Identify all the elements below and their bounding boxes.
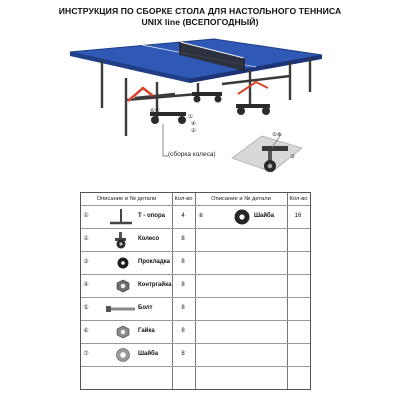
svg-text:③: ③ [290,154,295,160]
part-name: Контргайка [138,282,172,288]
part-qty: 16 [294,213,302,219]
part-number: ① [83,213,89,219]
locknut-icon [115,279,131,293]
parts-table [80,192,311,390]
part-qty: 8 [181,236,185,242]
part-number: ③ [83,259,89,265]
part-name: Т - опора [138,213,165,219]
table-row [81,275,195,297]
gasket-icon [115,256,131,270]
header-right-qty: Кол-во [289,196,308,202]
part-qty: 8 [181,282,185,288]
svg-text:①: ① [188,114,193,120]
part-name: Колесо [138,236,160,242]
bolt-icon [105,304,137,314]
table-row [81,252,195,274]
part-qty: 4 [181,213,185,219]
part-name: Гайка [138,328,155,334]
svg-text:④: ④ [191,121,196,127]
part-name: Прокладка [138,259,171,265]
svg-text:②: ② [191,128,196,134]
header-left-qty: Кол-во [174,196,193,202]
wheel-base-right [236,104,270,115]
part-number: ⑤ [83,305,89,311]
wheel-assembly-caption: (сборка колеса) [168,151,216,158]
part-qty: 8 [181,259,185,265]
table-row [81,206,195,228]
wheel-icon [111,231,133,249]
part-name: Болт [138,305,153,311]
svg-text:⑤⑧: ⑤⑧ [272,132,282,138]
part-name: Шайба [254,213,275,219]
part-number: ④ [83,282,89,288]
t-support-icon [107,208,135,226]
table-illustration [0,0,400,190]
part-name: Шайба [138,351,159,357]
nut-icon [115,325,131,339]
header-left-desc: Описание и № детали [96,196,157,202]
table-row [81,298,195,320]
page-subtitle: UNIX line (ВСЕПОГОДНЫЙ) [141,17,259,27]
part-qty: 8 [181,351,185,357]
washer-icon [113,347,133,363]
large-washer-icon [232,208,252,226]
table-row [81,344,195,366]
part-number: ⑦ [83,351,89,357]
table-row [196,206,310,228]
table-row [81,321,195,343]
header-right-desc: Описание и № детали [211,196,271,202]
wheel-base-middle [192,92,222,103]
part-number: ⑧ [198,213,204,219]
wheel-detail [232,131,302,172]
part-qty: 8 [181,328,185,334]
folding-brace-right [238,82,268,94]
page-title: ИНСТРУКЦИЯ ПО СБОРКЕ СТОЛА ДЛЯ НАСТОЛЬНОГО ТЕННИСА [58,6,342,16]
table-row [81,229,195,251]
part-number: ⑥ [83,328,89,334]
part-number: ② [83,236,89,242]
svg-text:⑥⑦: ⑥⑦ [150,108,160,114]
part-qty: 8 [181,305,185,311]
